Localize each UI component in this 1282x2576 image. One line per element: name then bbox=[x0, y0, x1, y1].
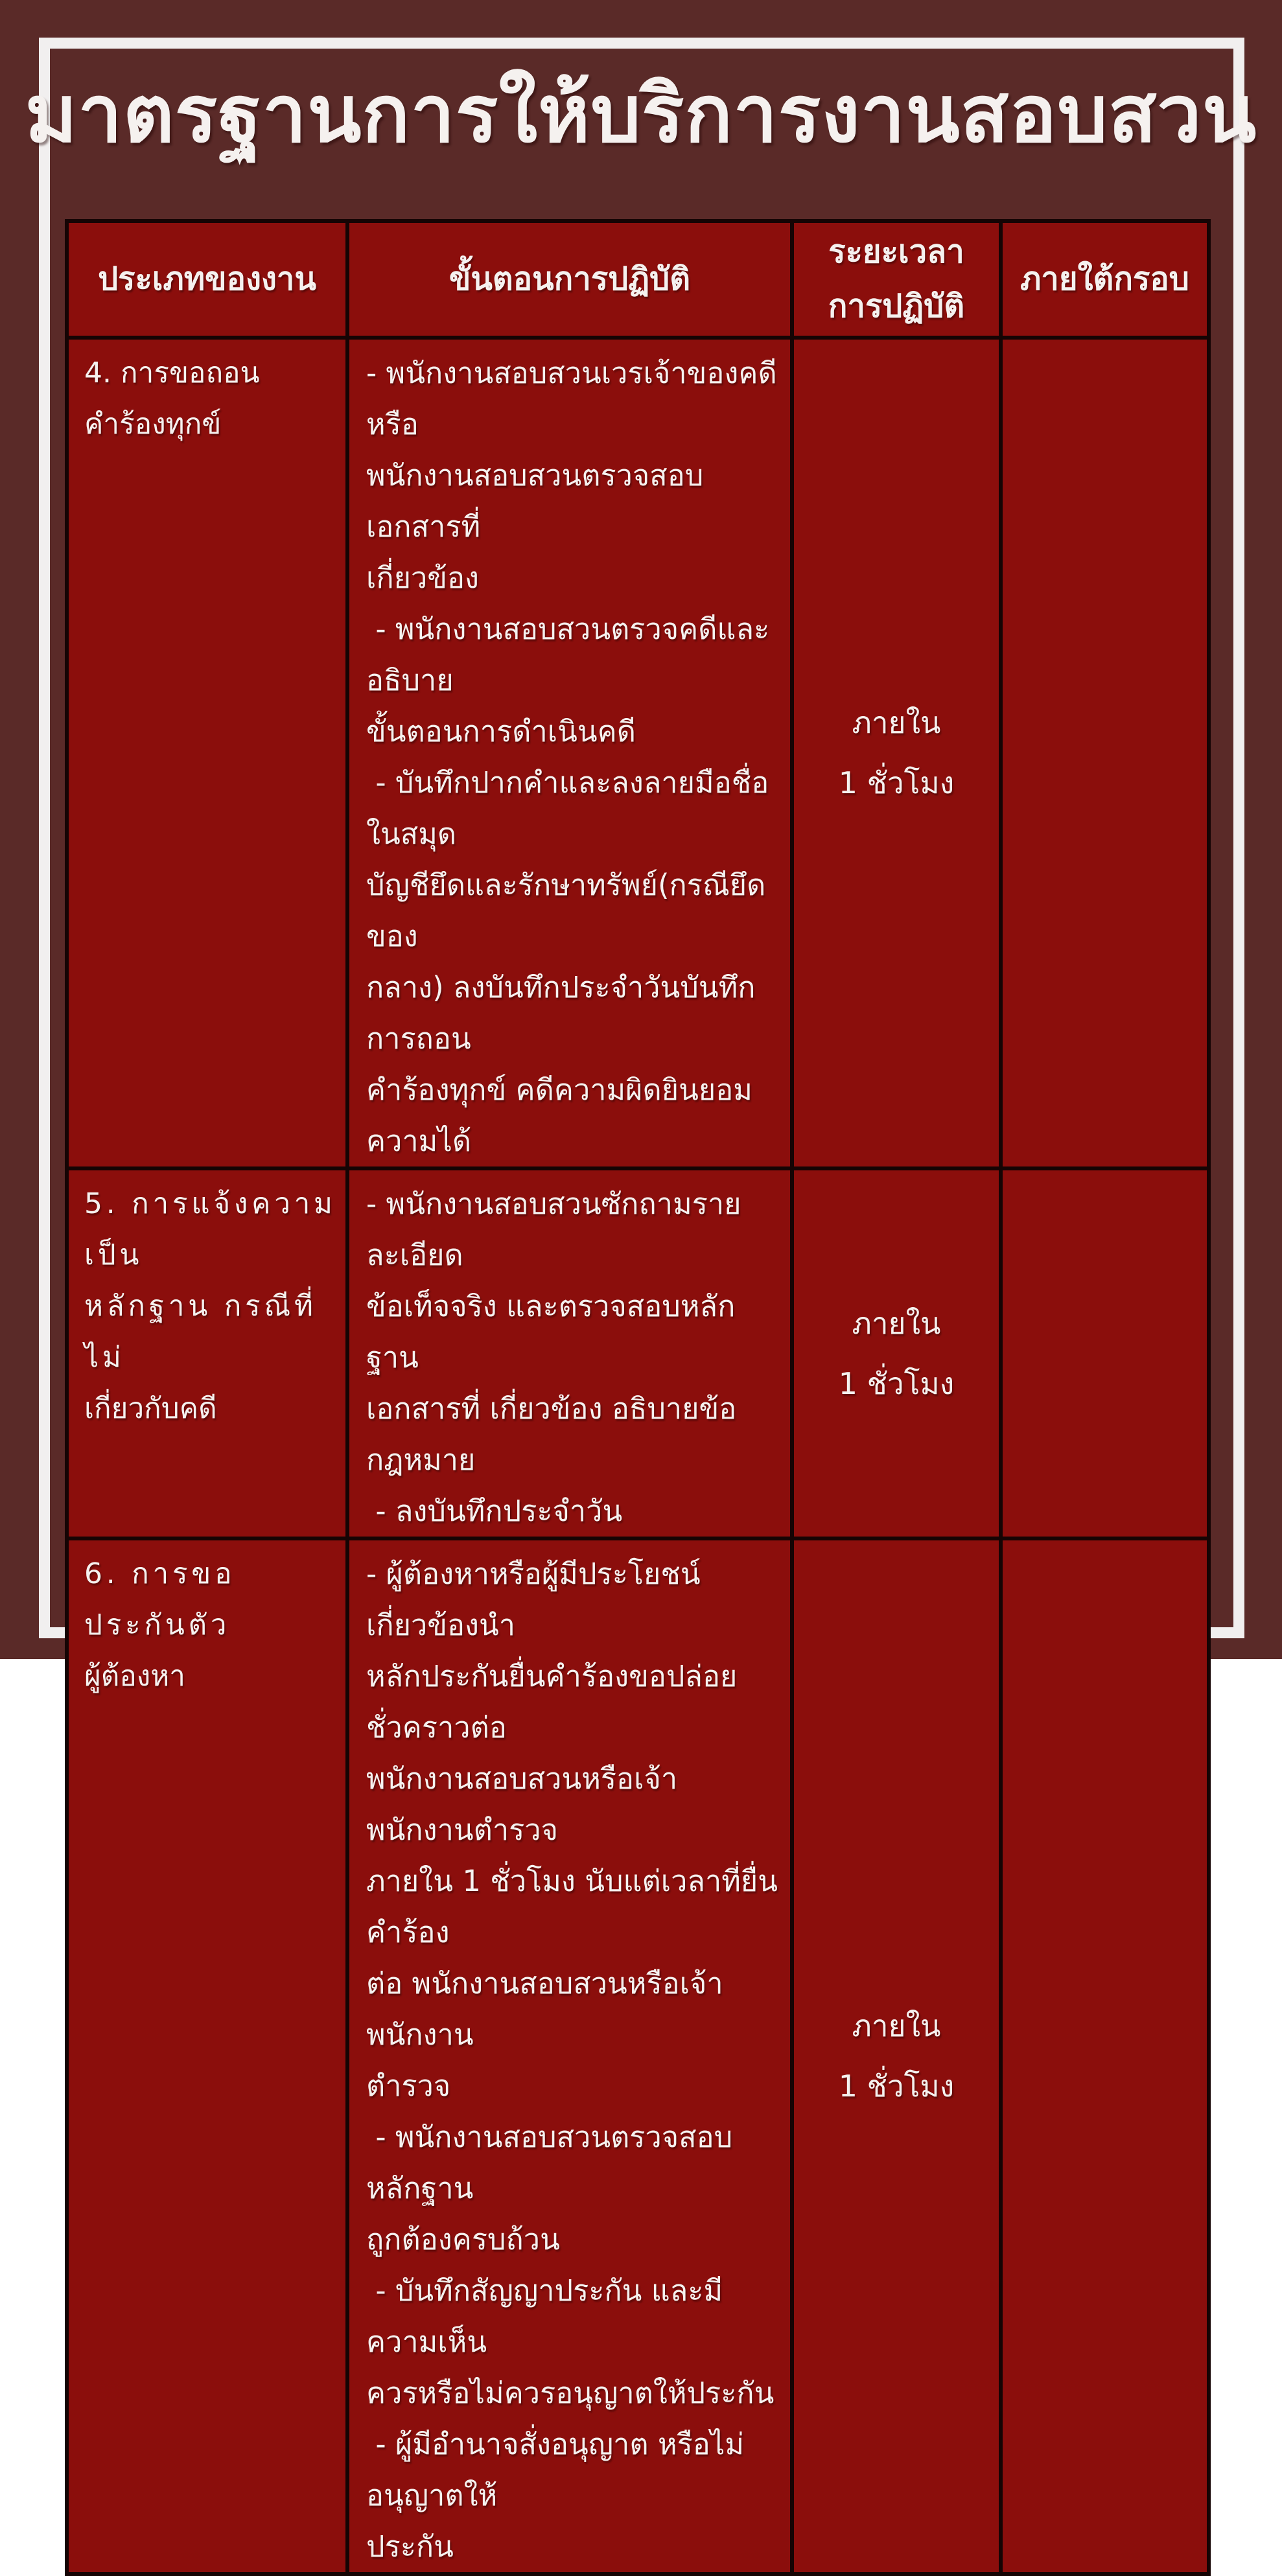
cell-duration: ภายใน 1 ชั่วโมง bbox=[792, 1538, 1001, 2574]
cell-procedure: - พนักงานสอบสวนเวรเจ้าของคดีหรือ พนักงานสอบสวนตรวจสอบเอกสารที่ เกี่ยวข้อง - พนักงานสอบสวนตรวจคดีและอธิบาย ขั้นตอนการดำเนินคดี - บันทึกปากคำและลงลายมือชื่อในสมุด บัญชียึดและรักษาทรัพย์(กรณียึดของ กลาง) ลงบันทึกประจำวันบันทึกการถอน คำร้องทุกข์ คดีความผิดยินยอมความได้ bbox=[347, 338, 792, 1168]
cell-framework bbox=[1001, 338, 1209, 1168]
cell-work-type: 6. การขอประกันตัว ผู้ต้องหา bbox=[67, 1538, 347, 2574]
cell-procedure: - พนักงานสอบสวนซักถามรายละเอียด ข้อเท็จจริง และตรวจสอบหลักฐาน เอกสารที่ เกี่ยวข้อง อธิบายข้อกฎหมาย - ลงบันทึกประจำวัน bbox=[347, 1168, 792, 1538]
header-duration: ระยะเวลา การปฏิบัติ bbox=[792, 221, 1001, 338]
service-standards-table bbox=[65, 219, 1211, 2576]
table-row bbox=[67, 1168, 1209, 1538]
table-row bbox=[67, 1538, 1209, 2574]
cell-duration: ภายใน 1 ชั่วโมง bbox=[792, 338, 1001, 1168]
table-row bbox=[67, 338, 1209, 1168]
cell-framework bbox=[1001, 1538, 1209, 2574]
page-title: มาตรฐานการให้บริการงานสอบสวน bbox=[25, 68, 1257, 160]
header-framework: ภายใต้กรอบ bbox=[1001, 221, 1209, 338]
cell-procedure: - ผู้ต้องหาหรือผู้มีประโยชน์เกี่ยวข้องนำ หลักประกันยื่นคำร้องขอปล่อยชั่วคราวต่อ พนักงานสอบสวนหรือเจ้าพนักงานตำรวจ ภายใน 1 ชั่วโมง นับแต่เวลาที่ยื่นคำร้อง ต่อ พนักงานสอบสวนหรือเจ้าพนักงาน ตำรวจ - พนักงานสอบสวนตรวจสอบหลักฐาน ถูกต้องครบถ้วน - บันทึกสัญญาประกัน และมีความเห็น ควรหรือไม่ควรอนุญาตให้ประกัน - ผู้มีอำนาจสั่งอนุญาต หรือไม่อนุญาตให้ ประกัน bbox=[347, 1538, 792, 2574]
table-header-row bbox=[67, 221, 1209, 338]
cell-framework bbox=[1001, 1168, 1209, 1538]
cell-work-type: 5. การแจ้งความเป็น หลักฐาน กรณีที่ไม่ เกี่ยวกับคดี bbox=[67, 1168, 347, 1538]
cell-work-type: 4. การขอถอนคำร้องทุกข์ bbox=[67, 338, 347, 1168]
cell-duration: ภายใน 1 ชั่วโมง bbox=[792, 1168, 1001, 1538]
header-work-type: ประเภทของงาน bbox=[67, 221, 347, 338]
header-procedure: ขั้นตอนการปฏิบัติ bbox=[347, 221, 792, 338]
